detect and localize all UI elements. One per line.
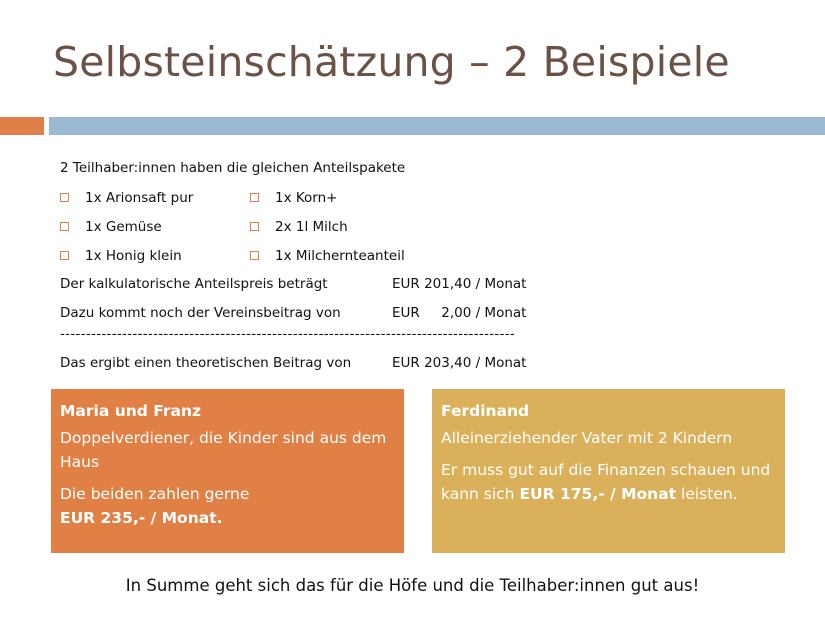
list-item: 1x Milchernteanteil (250, 248, 405, 264)
divider-line: ---------------------------------------------------------------------------------------- (60, 326, 516, 342)
intro-text: 2 Teilhaber:innen haben die gleichen Anteilspakete (60, 160, 406, 176)
card-description: Doppelverdiener, die Kinder sind aus dem Haus (60, 429, 387, 471)
list-item: 1x Korn+ (250, 190, 338, 206)
list-item: 1x Arionsaft pur (60, 190, 193, 206)
bullet-square-icon (60, 222, 69, 231)
slide-title: Selbsteinschätzung – 2 Beispiele (53, 38, 730, 86)
fee-amount: EUR 2,00 / Monat (392, 305, 527, 321)
price-label: Der kalkulatorische Anteilspreis beträgt (60, 276, 328, 292)
price-amount: EUR 201,40 / Monat (392, 276, 527, 292)
accent-bar-orange (0, 117, 44, 135)
accent-bar-blue (49, 117, 825, 135)
total-label: Das ergibt einen theoretischen Beitrag von (60, 355, 352, 371)
card-description: Alleinerziehender Vater mit 2 Kindern (441, 429, 733, 447)
fee-label: Dazu kommt noch der Vereinsbeitrag von (60, 305, 341, 321)
bullet-square-icon (250, 222, 259, 231)
card-pay-amount: EUR 235,- / Monat. (60, 509, 223, 527)
example-card-maria-franz (51, 389, 404, 553)
example-card-ferdinand (432, 389, 785, 553)
card-name: Ferdinand (441, 402, 530, 420)
card-pay-text: Er muss gut auf die Finanzen schauen und kann sich EUR 175,- / Monat leisten. (441, 461, 771, 503)
bullet-square-icon (250, 251, 259, 260)
bullet-square-icon (250, 193, 259, 202)
total-amount: EUR 203,40 / Monat (392, 355, 527, 371)
list-item: 1x Gemüse (60, 219, 162, 235)
card-name: Maria und Franz (60, 402, 202, 420)
card-pay-amount: EUR 175,- / Monat (519, 485, 677, 503)
bullet-square-icon (60, 251, 69, 260)
list-item: 2x 1l Milch (250, 219, 348, 235)
card-pay-text: Die beiden zahlen gerne (60, 485, 250, 503)
summary-text: In Summe geht sich das für die Höfe und die Teilhaber:innen gut aus! (125, 576, 700, 595)
list-item: 1x Honig klein (60, 248, 182, 264)
bullet-square-icon (60, 193, 69, 202)
